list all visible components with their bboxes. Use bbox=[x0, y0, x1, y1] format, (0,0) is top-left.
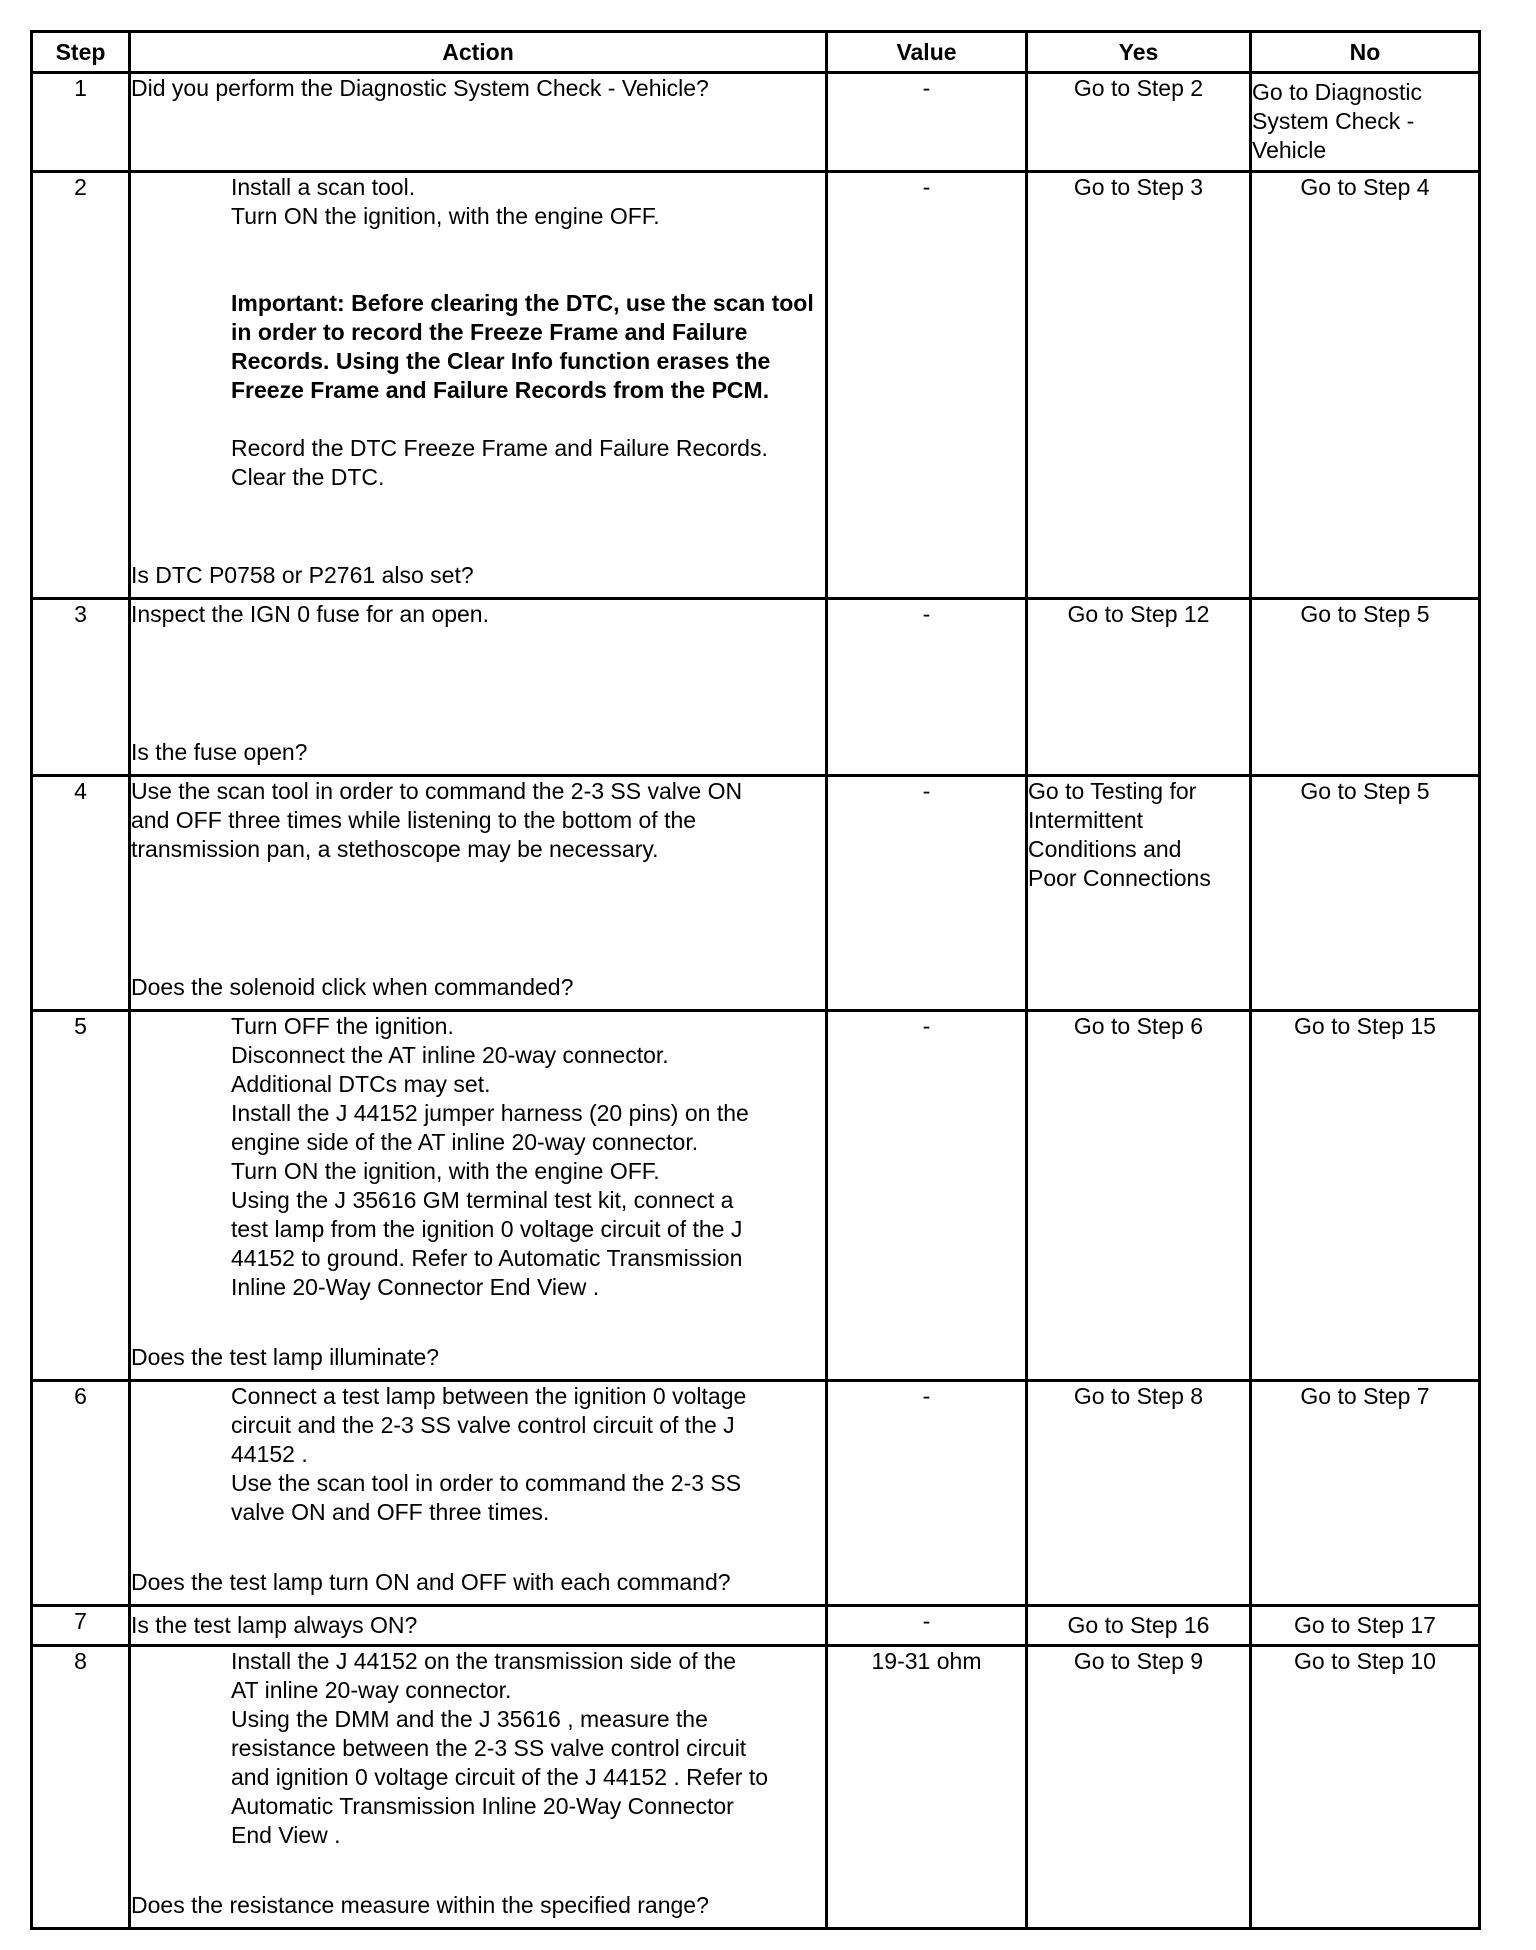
yes-text: Go to Step 12 bbox=[1067, 601, 1210, 627]
value-cell: 19-31 ohm bbox=[827, 1646, 1027, 1929]
action-steps: Turn OFF the ignition. Disconnect the AT inline 20-way connector. Additional DTCs may set. Install the J 44152 jumper harness (20 pins) on the engine side of the AT inline 20-way connector. Turn ON the ignition, with the engine OFF. Using the J 35616 GM terminal test kit, connect a test lamp from the ignition 0 voltage circuit of the J 44152 to ground. Refer to Automatic Transmission Inline 20-Way Connector End View . bbox=[231, 1013, 749, 1300]
action-cell bbox=[130, 1381, 827, 1606]
action-cell bbox=[130, 1606, 827, 1646]
step-number: 4 bbox=[32, 776, 130, 1011]
action-question: Is the fuse open? bbox=[131, 739, 308, 765]
value-cell: - bbox=[827, 1606, 1027, 1646]
action-steps: Install the J 44152 on the transmission side of the AT inline 20-way connector. Using the DMM and the J 35616 , measure the resistance between the 2-3 SS valve control circuit and ignition 0 voltage circuit of the J 44152 . Refer to Automatic Transmission Inline 20-Way Connector End View . bbox=[231, 1648, 768, 1848]
yes-text: Go to Step 9 bbox=[1073, 1648, 1204, 1674]
step-number: 2 bbox=[32, 172, 130, 599]
header-step: Step bbox=[32, 32, 130, 73]
no-text: Go to Step 17 bbox=[1294, 1612, 1436, 1638]
yes-text: Go to Step 2 bbox=[1073, 75, 1204, 101]
action-steps: Record the DTC Freeze Frame and Failure Records. Clear the DTC. bbox=[231, 435, 768, 490]
action-cell bbox=[130, 1646, 827, 1929]
no-text: Go to Step 10 bbox=[1294, 1648, 1436, 1674]
value-cell: - bbox=[827, 172, 1027, 599]
no-text: Go to Diagnostic System Check - Vehicle bbox=[1252, 79, 1423, 163]
yes-text: Go to Step 6 bbox=[1073, 1013, 1204, 1039]
step-number: 3 bbox=[32, 599, 130, 776]
no-text: Go to Step 4 bbox=[1300, 174, 1430, 200]
no-text: Go to Step 5 bbox=[1300, 601, 1430, 627]
action-text: Use the scan tool in order to command the 2-3 SS valve ON and OFF three times while listening to the bottom of the transmission pan, a stethoscope may be necessary. bbox=[131, 778, 743, 862]
yes-cell bbox=[1027, 776, 1251, 1011]
table-row bbox=[32, 599, 1480, 776]
diagnostic-table bbox=[30, 30, 1481, 1930]
yes-text: Go to Testing for Intermittent Conditions and Poor Connections bbox=[1028, 778, 1211, 891]
yes-text: Go to Step 8 bbox=[1073, 1383, 1204, 1409]
action-text: Is the test lamp always ON? bbox=[131, 1612, 418, 1638]
yes-cell bbox=[1027, 1606, 1251, 1646]
value-cell: - bbox=[827, 73, 1027, 172]
action-text: Inspect the IGN 0 fuse for an open. bbox=[131, 601, 489, 627]
action-cell bbox=[130, 599, 827, 776]
no-cell bbox=[1251, 1646, 1480, 1929]
action-cell bbox=[130, 172, 827, 599]
action-steps: Connect a test lamp between the ignition 0 voltage circuit and the 2-3 SS valve control circuit of the J 44152 . Use the scan tool in order to command the 2-3 SS valve ON and OFF three times. bbox=[231, 1383, 747, 1525]
step-number: 1 bbox=[32, 73, 130, 172]
table-row bbox=[32, 1381, 1480, 1606]
table-row bbox=[32, 73, 1480, 172]
table-row bbox=[32, 1646, 1480, 1929]
table-row bbox=[32, 1011, 1480, 1381]
action-cell bbox=[130, 776, 827, 1011]
no-cell bbox=[1251, 1381, 1480, 1606]
action-question: Is DTC P0758 or P2761 also set? bbox=[131, 562, 474, 588]
no-cell bbox=[1251, 1011, 1480, 1381]
no-cell bbox=[1251, 599, 1480, 776]
no-text: Go to Step 7 bbox=[1300, 1383, 1430, 1409]
no-text: Go to Step 15 bbox=[1294, 1013, 1436, 1039]
value-cell: - bbox=[827, 1011, 1027, 1381]
header-value: Value bbox=[827, 32, 1027, 73]
yes-cell bbox=[1027, 1011, 1251, 1381]
action-question: Does the test lamp turn ON and OFF with each command? bbox=[131, 1569, 731, 1595]
table-row bbox=[32, 172, 1480, 599]
table-row bbox=[32, 1606, 1480, 1646]
action-question: Does the solenoid click when commanded? bbox=[131, 974, 574, 1000]
step-number: 8 bbox=[32, 1646, 130, 1929]
no-cell bbox=[1251, 1606, 1480, 1646]
no-text: Go to Step 5 bbox=[1300, 778, 1430, 804]
yes-cell bbox=[1027, 599, 1251, 776]
table-row bbox=[32, 776, 1480, 1011]
no-cell bbox=[1251, 776, 1480, 1011]
header-yes: Yes bbox=[1027, 32, 1251, 73]
value-cell: - bbox=[827, 599, 1027, 776]
yes-cell bbox=[1027, 73, 1251, 172]
step-number: 5 bbox=[32, 1011, 130, 1381]
action-steps: Install a scan tool. Turn ON the ignition, with the engine OFF. bbox=[231, 174, 660, 229]
value-cell: - bbox=[827, 776, 1027, 1011]
yes-cell bbox=[1027, 1646, 1251, 1929]
no-cell bbox=[1251, 73, 1480, 172]
value-cell: - bbox=[827, 1381, 1027, 1606]
action-cell bbox=[130, 1011, 827, 1381]
yes-text: Go to Step 16 bbox=[1067, 1612, 1210, 1638]
header-action: Action bbox=[130, 32, 827, 73]
step-number: 7 bbox=[32, 1606, 130, 1646]
important-note: Important: Before clearing the DTC, use the scan tool in order to record the Freeze Frame and Failure Records. Using the Clear Info function erases the Freeze Frame and Failure Records from the PCM. bbox=[231, 290, 814, 403]
step-number: 6 bbox=[32, 1381, 130, 1606]
header-no: No bbox=[1251, 32, 1480, 73]
header-row bbox=[32, 32, 1480, 73]
no-cell bbox=[1251, 172, 1480, 599]
action-text: Did you perform the Diagnostic System Check - Vehicle? bbox=[131, 75, 709, 101]
action-cell bbox=[130, 73, 827, 172]
action-question: Does the test lamp illuminate? bbox=[131, 1344, 440, 1370]
action-question: Does the resistance measure within the specified range? bbox=[131, 1892, 709, 1918]
yes-text: Go to Step 3 bbox=[1073, 174, 1204, 200]
yes-cell bbox=[1027, 172, 1251, 599]
yes-cell bbox=[1027, 1381, 1251, 1606]
